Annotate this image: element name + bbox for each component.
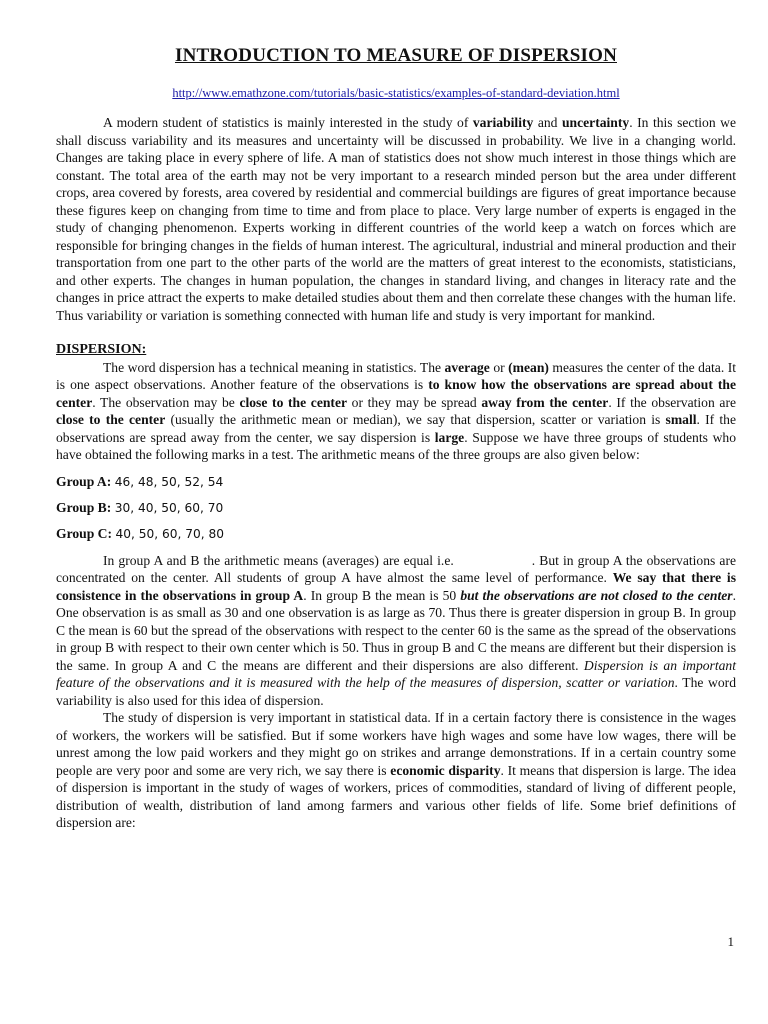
dispersion-heading: DISPERSION: (56, 342, 147, 357)
comparison-paragraph: In group A and B the arithmetic means (averages) are equal i.e. . But in group A the observations are concentrated on the center. All students of group A have almost the same level of performance. We say that there is consistence in the observations in group A. In group B the mean is 50 but the observations are not closed to the center. One observation is as small as 30 and one observation is as large as 70. Thus there is greater dispersion in group B. In group C the mean is 60 but the spread of the observations with respect to the center 60 is the same as the spread of the observations in group B with respect to their own center which is 50. Thus in group B and C the means are different but their dispersion is the same. In group A and C the means are different and their dispersions are also different. Dispersion is an important feature of the observations and it is measured with the help of the measures of dispersion, scatter or variation. The word variability is also used for this idea of dispersion. (56, 552, 737, 708)
group-c-line: Group C: 40, 50, 60, 70, 80 (56, 525, 224, 541)
group-b-line: Group B: 30, 40, 50, 60, 70 (56, 499, 224, 515)
document-title: INTRODUCTION TO MEASURE OF DISPERSION (174, 45, 617, 66)
page-number: 1 (727, 934, 734, 949)
intro-paragraph: A modern student of statistics is mainly interested in the study of variability and uncertainty. In this section we shall discuss variability and its measures and uncertainty will be discussed in probability. We live in a changing world. Changes are taking place in every sphere of life. A man of statistics does not show much interest in those things which are constant. The total area of the earth may not be very important to a research minded person but the area under different crops, area covered by forests, area covered by residential and commercial buildings are figures of great importance because these figures keep on changing from time to time and from place to place. Very large number of experts is engaged in the study of changing phenomenon. Experts working in different countries of the world keep a watch on forces which are responsible for bringing changes in the fields of human interest. The agricultural, industrial and mineral production and their transportation from one part to the other parts of the world are the matters of great interest to the economists, statisticians, and other experts. The changes in human population, the changes in standard living, and changes in literacy rate and the changes in price attract the experts to make detailed studies about them and then correlate these changes with the human life. Thus variability or variation is something connected with human life and study is very important for mankind. (56, 115, 736, 323)
study-paragraph: The study of dispersion is very important in statistical data. If in a certain factory there is consistence in the wages of workers, the workers will be satisfied. But if some workers have high wages and some have low wages, there will be unrest among the low paid workers and they might go on strikes and arrange demonstrations. If in a certain country some people are very poor and some are very rich, we say there is economic disparity. It means that dispersion is large. The idea of dispersion is important in the study of wages of workers, prices of commodities, standard of living of different people, distribution of wealth, distribution of land among farmers and various other fields of life. Some brief definitions of dispersion are: (56, 710, 736, 830)
dispersion-paragraph: The word dispersion has a technical meaning in statistics. The average or (mean) measures the center of the data. It is one aspect observations. Another feature of the observations is to know how the observations are spread about the center. The observation may be close to the center or they may be spread away from the center. If the observation are close to the center (usually the arithmetic mean or median), we say that dispersion, scatter or variation is small. If the observations are spread away from the center, we say dispersion is large. Suppose we have three groups of students who have obtained the following marks in a test. The arithmetic means of the three groups are also given below: (56, 359, 737, 462)
document-page (56, 44, 736, 832)
source-link[interactable]: http://www.emathzone.com/tutorials/basic-statistics/examples-of-standard-deviation.html (172, 86, 620, 100)
group-a-line: Group A: 46, 48, 50, 52, 54 (56, 473, 224, 489)
